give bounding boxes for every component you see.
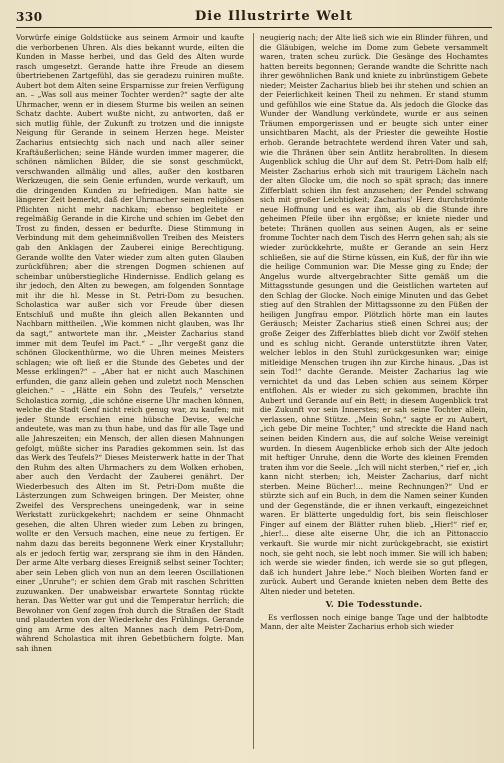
right-column bbox=[260, 33, 488, 753]
column-divider bbox=[253, 33, 254, 749]
page-number: 330 bbox=[16, 10, 43, 24]
section-heading: V. Die Todesstunde. bbox=[325, 599, 423, 610]
right-column-paragraph: neugierig nach; der Alte ließ sich wie ein Blinder führen, und die Gläubigen, welche im Dome zum Gebete versammelt waren, traten scheu zurück. Die Gesänge des Hochamtes hatten bereits begonnen; Gerande wandte die Schritte nach ihrer gewöhnlichen Bank und kniete zu inbrünstigem Gebete nieder; Meister Zacharius blieb bei ihr stehen und schien an der Feierlichkeit keinen Theil zu nehmen. Er stand stumm und gefühllos wie eine Statue da. Als jedoch die Glocke das Wunder der Wandlung verkündete, wurde er aus seinen Träumen emporgerissen und er beugte sich unter einer unsichtbaren Macht, als der Priester die geweihte Hostie erhob. Gerande betrachtete werdend ihren Vater und sah, wie die Thränen über sein Antlitz herabrollten. In diesem Augenblick schlug die Uhr auf dem St. Petri-Dom halb elf; Meister Zacharius erhob sich mit traurigem Lächeln nach der alten Glocke um, die noch so spät sprach; das innere Zifferblatt schien ihn fest anzusehen; der Pendel schwang sich mit großer Leichtigkeit; Zacharius' Herz durchströmte neue Hoffnung und es war ihm, als ob die Stunde ihre geheimen Pfeile über ihn ergößse; er kniete nieder und betete: Thränen quollen aus seinen Augen, als er seine fromme Tochter nach dem Tisch des Herrn gehen sah; als sie wieder zurückkehrte, mußte er Gerande an sein Herz schließen, sie auf die Stirne küssen, ein Kuß, der für ihn wie die heilige Communion war. Die Messe ging zu Ende; der Angelus wurde altvergebrachter Sitte gemäß um die Mittagsstunde gesungen und die Geistlichen warteten auf den Schlag der Glocke. Noch einige Minuten und das Gebet stieg auf den Strahlen der Mittagssonne zu den Füßen der heiligen Jungfrau empor. Plötzlich hörte man ein lautes Geräusch; Meister Zacharius stieß einen Schrei aus; der große Zeiger des Zifferblattes blieb dicht vor Zwölf stehen und es schlug nicht. Gerande unterstützte ihren Vater, welcher leblos in den Stuhl zurückgesunken war; einige mitleidige Menschen trugen ihn zur Kirche hinaus. „Das ist sein Tod!“ dachte Gerande. Meister Zacharius lag wie vernichtet da und das Leben schien aus seinem Körper entflohen. Als er wieder zu sich gekommen, brachte ihn Aubert und Gerande auf ein Bett; in diesem Augenblick trat die Zukunft vor sein Innerstes; er sah seine Tochter allein, verlassen, ohne Stütze. „Mein Sohn,“ sagte er zu Aubert, „ich gebe Dir meine Tochter,“ und streckte die Hand nach seinen beiden Kindern aus, die auf solche Weise vereinigt wurden. In diesem Augenblicke erhob sich der Alte jedoch mit heftiger Unruhe, denn die Worte des kleinen Fremden traten ihm vor die Seele. „Ich will nicht sterben,“ rief er, „ich kann nicht sterben; ich, Meister Zacharius, darf nicht sterben. Meine Bücher!… meine Rechnungen?“ Und er stürzte sich auf ein Buch, in dem die Namen seiner Kunden und der Gegenstände, die er ihnen verkauft, eingezeichnet waren. Er blätterte ungeduldig fort, bis sein fleischloser Finger auf einem der Blätter ruhen blieb. „Hier!“ rief er, „hier!… diese alte eiserne Uhr, die ich an Pittonaccio verkauft. Sie wurde mir nicht zurückgebracht, sie existirt noch, sie geht noch, sie lebt noch immer. Sie will ich haben; ich werde sie wieder finden, ich werde sie so gut pflegen, daß ich hundert Jahre lebe.“ Noch bleiben Worten fand er zurück. Aubert und Gerande knieten neben dem Bette des Alten nieder und beteten. bbox=[260, 33, 488, 596]
journal-title: Die Illustrirte Welt bbox=[195, 9, 353, 24]
page-header bbox=[16, 9, 492, 28]
closing-paragraph: Es verflossen noch einige bange Tage und der halbtodte Mann, der alte Meister Zacharius erhob sich wieder bbox=[260, 612, 488, 632]
text-columns bbox=[16, 33, 492, 753]
left-column-paragraph: Vorwürfe einige Goldstücke aus seinem Armoir und kaufte die verborbenen Uhren. Als dies bekannt wurde, eilten die Kunden in Masse herbei, und das Geld des Alten wurde rasch umgesetzt. Gerande hatte ihre Freude an diesem übertriebenen Zartgefühl, das sie geradezu ruiniren mußte. Aubert bot dem Alten seine Ersparnisse zur freien Verfügung an. – „Was soll aus meiner Tochter werden?“ sagte der alte Uhrmacher, wenn er in diesem Sturme bis weilen an seinen Schatz dachte. Aubert wußte nicht, zu antworten, daß er sich mutlig fühle, der Zukunft zu trotzen und die innigste Neigung für Gerande in seinem Herzen hege. Meister Zacharius entsiechtg sich nach und nach aller seiner Kraftäußerlichen; seine Hände wurden immer magerer, die schönen nämlichen Bilder, die sie sonst geschmückt, verschwanden allmälig und alles, außer den kostbaren Werkzeugen, die sein Genie erfunden, wurde verkauft, um die dringenden Kunden zu befriedigen. Man hatte sie längerer Zeit bemerkt, daß der Uhrmacher seinen religiösen Pflichten nicht mehr nachkam; ebenso begleitete er regelmäßig Gerande in die Kirche und schien im Gebet den Trost zu finden, dessen er bedurfte. Diese Stimmung in Verbindung mit dem geheimnißvollen Treiben des Meisters gab den Anklagen der Zauberei einige Berechtigung. Gerande wollte den Vater wieder zum alten guten Glauben zurückführen; aber die strengen Dogmen schienen auf scheinbar unüberstiegliche Hindernisse. Endlich gelang es ihr jedoch, den Alten zu bewegen, am folgenden Sonntage mit ihr die hl. Messe in St. Petri-Dom zu besuchen. Scholastica war außer sich vor Freude über diesen Entschluß und mußte ihn gleich allen Bekannten und Nachbarn mittheilen. „Wie kommen nicht glauben, was Ihr da sagt,“ antwortete man ihr. „Meister Zacharius stand immer mit dem Teufel im Pact.“ – „Ihr vergeßt ganz die schönen Glockenthürme, wo die Uhren meines Meisters schlagen; wie oft ließ er die Stunde des Gebetes und der Messe erklingen?“ – „Aber hat er nicht auch Maschinen erfunden, die ganz allein gehen und zuletzt noch Menschen gleichen.“ – „Hätte ein Sohn des Teufels,“ versetzte Scholastica zornig, „die schöne eiserne Uhr machen können, welche die Stadt Genf nicht reich genug war, zu kaufen; mit jeder Stunde erschien eine hübsche Devise, welche andeutete, was man zu thun habe, und das für alle Tage und alle Jahreszeiten; ein Mensch, der allen diesen Mahnungen gefolgt, müßte sicher ins Paradies gekommen sein. Ist das das Werk des Teufels?“ Dieses Meisterwerk hatte in der That den Ruhm des alten Uhrmachers zu dem Wolken erhoben, aber auch den Verdacht der Zauberei genährt. Der Wiederbesuch des Alten im St. Petri-Dom mußte die Lästerzungen zum Schweigen bringen. Der Meister, ohne Zweifel des Versprechens uneingedenk, war in seine Werkstatt zurückgekehrt; nachdem er seine Ohnmacht gesehen, die alten Uhren wieder zum Leben zu bringen, wollte er den Versuch machen, eine neue zu fertigen. Er nahm dazu das bereits begonnene Werk einer Krystalluhr; als er jedoch fertig war, zersprang sie ihm in den Händen. Der arme Alte verbarg dieses Ereigniß selbst seiner Tochter; aber sein Leben glich von nun an dem leeren Oscillationen einer „Unruhe“; er schien dem Grab mit raschen Schritten zuzuwanken. Der unabweisbar erwartete Sonntag rückte heran. Das Wetter war gut und die Temperatur herrlich; die Bewohner von Genf zogen froh durch die Straßen der Stadt und plauderten von der Wiederkehr des Frühlings. Gerande ging am Arme des alten Mannes nach dem Petri-Dom, während Scholastica mit ihren Gebetbüchern folgte. Man sah ihnen bbox=[16, 33, 244, 653]
left-column bbox=[16, 33, 244, 753]
